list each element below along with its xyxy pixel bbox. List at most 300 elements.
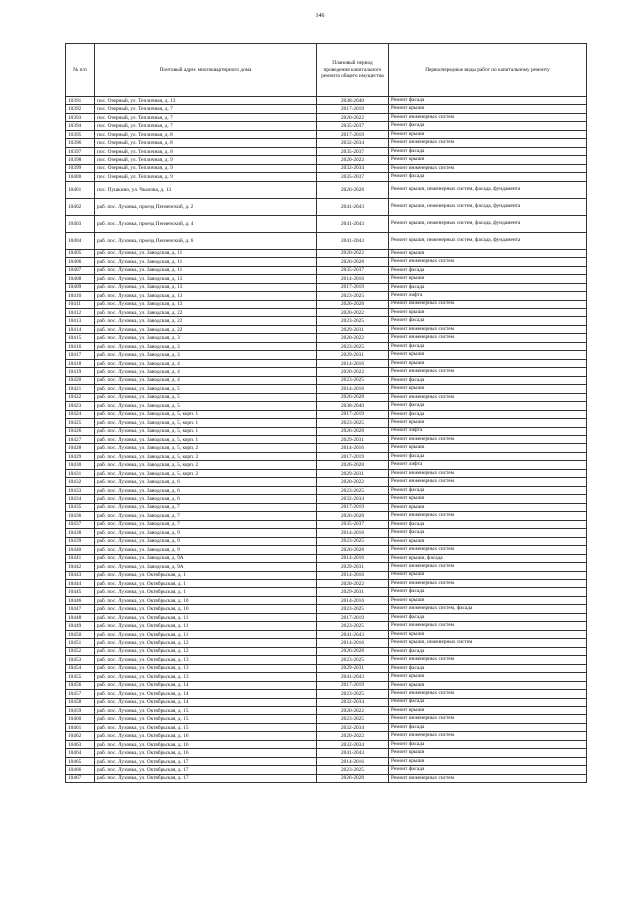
row-address: раб. пос. Луховка, ул. Заводская, д. 4 [95,376,317,384]
table-row [66,681,587,689]
row-period: 2017-2019 [317,681,389,689]
row-number: 10445 [66,588,95,596]
row-period: 2020-2022 [317,707,389,715]
row-number: 10413 [66,317,95,325]
row-address: раб. пос. Луховка, ул. Заводская, д. 5 [95,402,317,410]
row-period: 2014-2016 [317,529,389,537]
row-address: пос. Озерный, ул. Тепличная, д. 7 [95,105,317,113]
row-address: раб. пос. Луховка, ул. Заводская, д. 11 [95,266,317,274]
row-works: Ремонт фасада [389,664,587,672]
row-period: 2020-2022 [317,368,389,376]
row-works: Ремонт инженерных систем [389,113,587,121]
row-number: 10404 [66,232,95,249]
table-row [66,427,587,435]
row-number: 10441 [66,554,95,562]
row-number: 10411 [66,300,95,308]
table-row [66,512,587,520]
row-number: 10437 [66,520,95,528]
row-period: 2038-2040 [317,402,389,410]
row-works: Ремонт крыши [389,681,587,689]
row-period: 2026-2028 [317,393,389,401]
row-period: 2041-2043 [317,198,389,215]
row-works: Ремонт фасада [389,452,587,460]
row-address: раб. пос. Луховка, ул. Заводская, д. 5, корп. 1 [95,427,317,435]
row-works: Ремонт крыши [389,571,587,579]
row-period: 2035-2037 [317,122,389,130]
row-works: Ремонт инженерных систем [389,478,587,486]
row-address: раб. пос. Луховка, ул. Октябрьская, д. 17 [95,774,317,782]
row-address: пос. Озерный, ул. Тепличная, д. 8 [95,139,317,147]
row-works: Ремонт крыши [389,707,587,715]
row-number: 10428 [66,444,95,452]
row-number: 10467 [66,774,95,782]
row-number: 10406 [66,258,95,266]
row-address: пос. Озерный, ул. Тепличная, д. 9 [95,156,317,164]
row-period: 2023-2025 [317,419,389,427]
row-address: раб. пос. Луховка, ул. Заводская, д. 13 [95,292,317,300]
row-period: 2041-2043 [317,749,389,757]
row-number: 10395 [66,130,95,138]
row-address: раб. пос. Луховка, ул. Октябрьская, д. 13 [95,656,317,664]
row-number: 10453 [66,656,95,664]
table-row [66,622,587,630]
row-period: 2023-2025 [317,605,389,613]
row-works: Ремонт фасада [389,766,587,774]
row-period: 2014-2016 [317,359,389,367]
row-works: Ремонт крыши [389,359,587,367]
table-row [66,300,587,308]
row-number: 10429 [66,452,95,460]
row-address: раб. пос. Луховка, ул. Октябрьская, д. 14 [95,698,317,706]
row-address: раб. пос. Луховка, ул. Октябрьская, д. 15 [95,707,317,715]
row-address: раб. пос. Луховка, ул. Заводская, д. 5 [95,385,317,393]
row-works: Ремонт фасада [389,342,587,350]
row-period: 2029-2031 [317,563,389,571]
row-period: 2014-2016 [317,444,389,452]
row-period: 2041-2043 [317,673,389,681]
row-number: 10426 [66,427,95,435]
table-row [66,486,587,494]
row-works: Ремонт инженерных систем [389,334,587,342]
table-row [66,452,587,460]
row-works: Ремонт фасада [389,376,587,384]
table-row [66,503,587,511]
row-period: 2041-2043 [317,630,389,638]
row-period: 2041-2043 [317,215,389,232]
row-address: раб. пос. Луховка, ул. Заводская, д. 5, корп. 2 [95,469,317,477]
table-row [66,766,587,774]
row-period: 2023-2025 [317,537,389,545]
row-address: раб. пос. Луховка, ул. Октябрьская, д. 1 [95,571,317,579]
row-number: 10436 [66,512,95,520]
row-number: 10439 [66,537,95,545]
row-address: раб. пос. Луховка, ул. Заводская, д. 5, корп. 2 [95,461,317,469]
row-address: раб. пос. Луховка, ул. Октябрьская, д. 11 [95,622,317,630]
row-period: 2023-2025 [317,342,389,350]
row-period: 2026-2028 [317,427,389,435]
row-number: 10420 [66,376,95,384]
row-period: 2023-2025 [317,486,389,494]
row-works: Ремонт фасада [389,122,587,130]
row-works: Ремонт инженерных систем [389,512,587,520]
row-address: раб. пос. Луховка, ул. Октябрьская, д. 14 [95,690,317,698]
row-address: пос. Озерный, ул. Тепличная, д. 13 [95,97,317,105]
table-row [66,385,587,393]
row-period: 2023-2025 [317,766,389,774]
row-address: раб. пос. Луховка, ул. Октябрьская, д. 14 [95,681,317,689]
row-period: 2032-2034 [317,723,389,731]
row-number: 10410 [66,292,95,300]
row-number: 10419 [66,368,95,376]
row-number: 10459 [66,707,95,715]
row-address: раб. пос. Луховка, ул. Заводская, д. 9А [95,563,317,571]
row-number: 10462 [66,732,95,740]
row-address: раб. пос. Луховка, ул. Заводская, д. 13 [95,300,317,308]
row-works: Ремонт фасада [389,529,587,537]
row-address: раб. пос. Луховка, ул. Октябрьская, д. 1 [95,588,317,596]
row-works: Ремонт фасада [389,647,587,655]
table-row [66,715,587,723]
row-address: раб. пос. Луховка, ул. Заводская, д. 9А [95,554,317,562]
row-number: 10456 [66,681,95,689]
row-number: 10432 [66,478,95,486]
table-row [66,105,587,113]
row-period: 2017-2019 [317,130,389,138]
row-period: 2023-2025 [317,292,389,300]
table-row [66,258,587,266]
row-works: Ремонт фасада [389,410,587,418]
row-number: 10449 [66,622,95,630]
row-address: раб. пос. Луховка, ул. Октябрьская, д. 10 [95,605,317,613]
table-row [66,334,587,342]
row-number: 10397 [66,147,95,155]
row-period: 2017-2019 [317,452,389,460]
row-number: 10392 [66,105,95,113]
row-number: 10455 [66,673,95,681]
row-period: 2017-2019 [317,105,389,113]
row-number: 10424 [66,410,95,418]
row-works: Ремонт фасада [389,97,587,105]
table-row [66,292,587,300]
row-address: раб. пос. Луховка, ул. Заводская, д. 3 [95,351,317,359]
table-row [66,436,587,444]
row-address: раб. пос. Луховка, проезд Пензенский, д. 6 [95,232,317,249]
table-row [66,249,587,257]
row-period: 2026-2028 [317,512,389,520]
table-row [66,757,587,765]
row-works: Ремонт инженерных систем [389,325,587,333]
row-period: 2026-2028 [317,774,389,782]
row-works: Ремонт фасада [389,283,587,291]
table-row [66,588,587,596]
row-number: 10434 [66,495,95,503]
row-works: Ремонт крыши [389,249,587,257]
row-works: Ремонт крыши [389,385,587,393]
row-works: Ремонт крыши [389,105,587,113]
row-address: раб. пос. Луховка, ул. Октябрьская, д. 12 [95,639,317,647]
row-address: раб. пос. Луховка, ул. Октябрьская, д. 16 [95,749,317,757]
row-period: 2035-2037 [317,520,389,528]
row-period: 2026-2028 [317,181,389,198]
row-address: раб. пос. Луховка, ул. Заводская, д. 4 [95,368,317,376]
row-address: раб. пос. Луховка, ул. Заводская, д. 5 [95,393,317,401]
row-address: раб. пос. Луховка, ул. Заводская, д. 6 [95,495,317,503]
table-row [66,664,587,672]
table-row [66,376,587,384]
row-number: 10399 [66,164,95,172]
row-works: Ремонт инженерных систем [389,732,587,740]
row-period: 2032-2034 [317,698,389,706]
row-period: 2023-2025 [317,376,389,384]
row-period: 2020-2022 [317,249,389,257]
table-row [66,342,587,350]
table-row [66,402,587,410]
row-period: 2026-2028 [317,258,389,266]
row-address: раб. пос. Луховка, ул. Заводская, д. 6 [95,478,317,486]
row-works: Ремонт инженерных систем [389,579,587,587]
row-address: раб. пос. Луховка, ул. Октябрьская, д. 10 [95,596,317,604]
row-works: Ремонт фасада [389,173,587,181]
row-number: 10458 [66,698,95,706]
header-number: № п/п [66,44,95,97]
row-period: 2026-2028 [317,461,389,469]
row-period: 2023-2025 [317,715,389,723]
row-number: 10403 [66,215,95,232]
row-period: 2014-2016 [317,571,389,579]
row-number: 10464 [66,749,95,757]
row-number: 10433 [66,486,95,494]
table-row [66,579,587,587]
row-period: 2035-2037 [317,173,389,181]
row-address: пос. Озерный, ул. Тепличная, д. 8 [95,147,317,155]
row-address: пос. Озерный, ул. Тепличная, д. 9 [95,173,317,181]
table-row [66,495,587,503]
row-period: 2029-2031 [317,325,389,333]
row-works: Ремонт крыши [389,444,587,452]
row-address: раб. пос. Луховка, ул. Заводская, д. 3 [95,342,317,350]
row-works: Ремонт крыши [389,673,587,681]
row-number: 10396 [66,139,95,147]
table-row [66,173,587,181]
row-period: 2014-2016 [317,757,389,765]
row-works: Ремонт крыши [389,275,587,283]
row-period: 2020-2022 [317,113,389,121]
row-period: 2023-2025 [317,622,389,630]
row-works: Ремонт лифта [389,427,587,435]
row-number: 10454 [66,664,95,672]
row-address: раб. пос. Луховка, ул. Заводская, д. 4 [95,359,317,367]
table-row [66,732,587,740]
row-period: 2020-2022 [317,334,389,342]
row-number: 10402 [66,198,95,215]
row-address: раб. пос. Луховка, проезд Пензенский, д. 2 [95,198,317,215]
row-works: Ремонт инженерных систем [389,436,587,444]
row-period: 2029-2031 [317,351,389,359]
row-number: 10415 [66,334,95,342]
row-period: 2014-2016 [317,385,389,393]
row-works: Ремонт инженерных систем [389,656,587,664]
row-number: 10444 [66,579,95,587]
row-works: Ремонт фасада [389,740,587,748]
row-works: Ремонт фасада [389,317,587,325]
row-works: Ремонт фасада [389,588,587,596]
row-address: раб. пос. Луховка, ул. Заводская, д. 22 [95,308,317,316]
table-row [66,317,587,325]
row-period: 2020-2022 [317,579,389,587]
row-period: 2023-2025 [317,690,389,698]
table-row [66,740,587,748]
row-works: Ремонт инженерных систем [389,715,587,723]
row-works: Ремонт крыши [389,596,587,604]
row-address: пос. Озерный, ул. Тепличная, д. 8 [95,130,317,138]
row-works: Ремонт фасада [389,486,587,494]
row-address: раб. пос. Луховка, ул. Заводская, д. 9 [95,546,317,554]
table-row [66,698,587,706]
table-row [66,749,587,757]
row-period: 2017-2019 [317,503,389,511]
row-period: 2029-2031 [317,469,389,477]
row-period: 2029-2031 [317,436,389,444]
repair-schedule-table [65,43,587,783]
row-works: Ремонт инженерных систем [389,546,587,554]
row-address: раб. пос. Луховка, ул. Заводская, д. 7 [95,520,317,528]
row-period: 2029-2031 [317,664,389,672]
row-number: 10407 [66,266,95,274]
table-row [66,639,587,647]
row-period: 2035-2037 [317,147,389,155]
row-address: раб. пос. Луховка, ул. Заводская, д. 22 [95,325,317,333]
table-row [66,181,587,198]
row-period: 2032-2034 [317,495,389,503]
row-address: раб. пос. Луховка, ул. Заводская, д. 13 [95,283,317,291]
row-number: 10412 [66,308,95,316]
row-period: 2026-2028 [317,300,389,308]
row-number: 10465 [66,757,95,765]
table-row [66,469,587,477]
table-row [66,546,587,554]
row-number: 10418 [66,359,95,367]
row-number: 10394 [66,122,95,130]
row-works: Ремонт лифта [389,461,587,469]
table-row [66,571,587,579]
row-address: раб. пос. Луховка, ул. Октябрьская, д. 17 [95,757,317,765]
row-period: 2020-2022 [317,732,389,740]
row-works: Ремонт фасада [389,613,587,621]
row-number: 10425 [66,419,95,427]
row-works: Ремонт крыши [389,749,587,757]
row-number: 10450 [66,630,95,638]
row-number: 10460 [66,715,95,723]
row-number: 10405 [66,249,95,257]
row-address: раб. пос. Луховка, ул. Заводская, д. 5, корп. 2 [95,452,317,460]
row-works: Ремонт крыши, инженерных систем, фасада, фундамента [389,181,587,198]
table-row [66,232,587,249]
table-row [66,419,587,427]
row-number: 10431 [66,469,95,477]
row-period: 2023-2025 [317,317,389,325]
row-number: 10443 [66,571,95,579]
row-address: раб. пос. Луховка, ул. Заводская, д. 9 [95,529,317,537]
table-row [66,537,587,545]
table-row [66,529,587,537]
table-row [66,563,587,571]
row-works: Ремонт инженерных систем [389,368,587,376]
header-address: Почтовый адрес многоквартирного дома [95,44,317,97]
row-address: раб. пос. Луховка, ул. Октябрьская, д. 16 [95,732,317,740]
table-row [66,198,587,215]
row-number: 10448 [66,613,95,621]
row-number: 10452 [66,647,95,655]
row-works: Ремонт крыши [389,537,587,545]
row-period: 2032-2034 [317,164,389,172]
row-address: раб. пос. Луховка, ул. Октябрьская, д. 15 [95,723,317,731]
row-works: Ремонт крыши, инженерных систем, фасада, фундамента [389,198,587,215]
table-row [66,283,587,291]
row-period: 2017-2019 [317,410,389,418]
table-row [66,113,587,121]
row-address: раб. пос. Луховка, ул. Октябрьская, д. 12 [95,647,317,655]
row-works: Ремонт крыши [389,495,587,503]
row-number: 10409 [66,283,95,291]
table-row [66,130,587,138]
row-period: 2017-2019 [317,283,389,291]
table-row [66,673,587,681]
row-number: 10430 [66,461,95,469]
row-period: 2038-2040 [317,97,389,105]
row-period: 2020-2022 [317,156,389,164]
table-row [66,647,587,655]
row-address: раб. пос. Луховка, ул. Заводская, д. 7 [95,512,317,520]
row-number: 10416 [66,342,95,350]
row-number: 10446 [66,596,95,604]
table-body [66,97,587,783]
row-period: 2029-2031 [317,588,389,596]
table-row [66,215,587,232]
row-number: 10400 [66,173,95,181]
row-works: Ремонт фасада [389,698,587,706]
row-address: раб. пос. Луховка, ул. Заводская, д. 5, корп. 1 [95,419,317,427]
table-row [66,554,587,562]
row-works: Ремонт крыши, инженерных систем, фасада, фундамента [389,232,587,249]
table-row [66,97,587,105]
row-period: 2020-2022 [317,478,389,486]
row-works: Ремонт лифта [389,292,587,300]
header-works: Первоочередные виды работ по капитальному ремонту [389,44,587,97]
row-period: 2032-2034 [317,139,389,147]
row-works: Ремонт инженерных систем, фасада [389,605,587,613]
row-address: пос. Озерный, ул. Тепличная, д. 7 [95,113,317,121]
table-row [66,164,587,172]
row-works: Ремонт инженерных систем [389,622,587,630]
row-works: Ремонт инженерных систем [389,690,587,698]
row-number: 10417 [66,351,95,359]
table-row [66,410,587,418]
table-row [66,139,587,147]
row-works: Ремонт крыши [389,308,587,316]
table-row [66,147,587,155]
row-address: раб. пос. Луховка, ул. Заводская, д. 5, корп. 1 [95,410,317,418]
row-period: 2041-2043 [317,232,389,249]
table-row [66,351,587,359]
table-row [66,266,587,274]
row-number: 10457 [66,690,95,698]
row-period: 2014-2016 [317,596,389,604]
row-address: раб. пос. Луховка, ул. Заводская, д. 7 [95,503,317,511]
table-row [66,656,587,664]
row-period: 2014-2016 [317,554,389,562]
row-number: 10401 [66,181,95,198]
row-address: раб. пос. Луховка, ул. Заводская, д. 6 [95,486,317,494]
